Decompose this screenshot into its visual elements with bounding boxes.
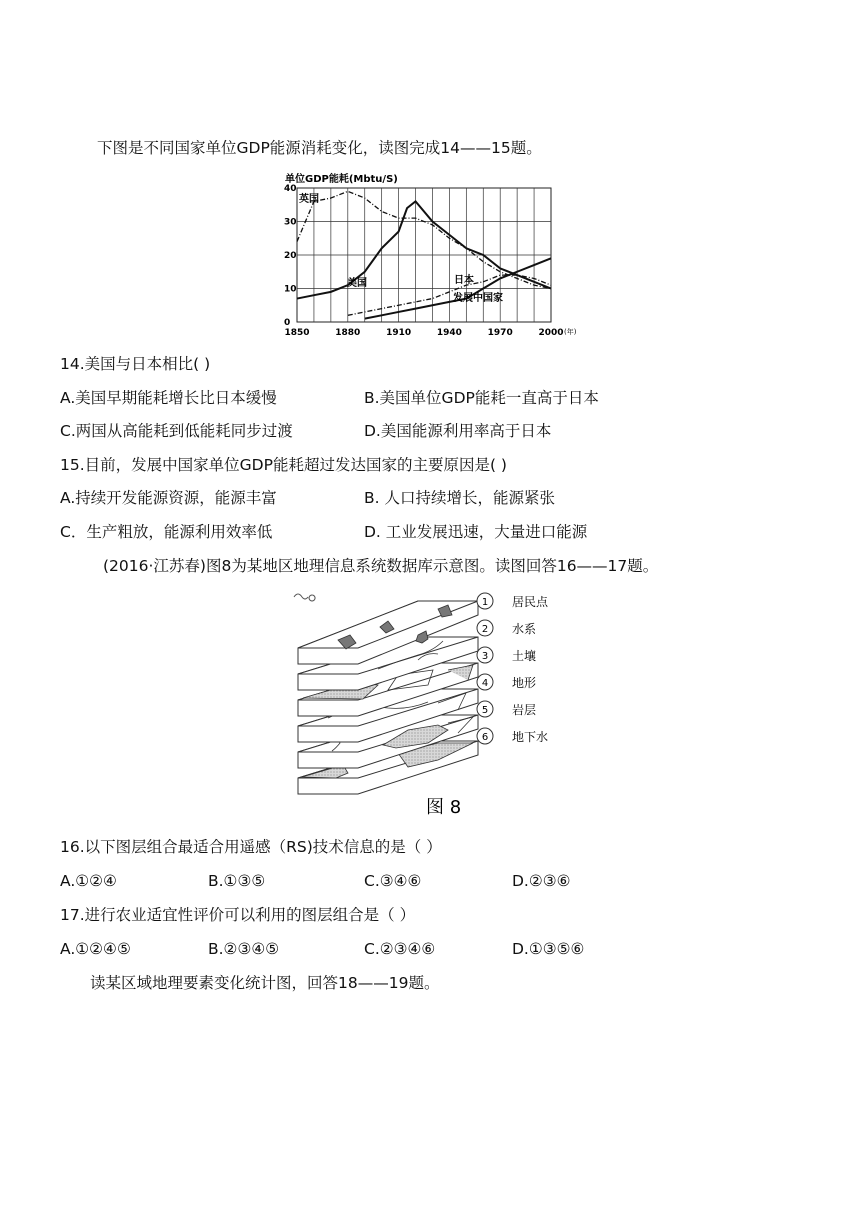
energy-consumption-chart	[283, 168, 583, 342]
q14-option-c: C.两国从高能耗到低能耗同步过渡	[60, 422, 293, 440]
x-tick-label: 1970	[487, 328, 513, 338]
label-developing: 发展中国家	[453, 293, 503, 304]
layer-name-6: 地下水	[512, 730, 549, 744]
x-unit: (年)	[564, 328, 577, 336]
y-tick-label: 20	[284, 251, 297, 261]
layer-name-3: 土壤	[512, 649, 537, 663]
x-tick-labels	[284, 328, 563, 338]
q17-option-a: A.①②④⑤	[60, 940, 131, 958]
intro-q18-19: 读某区域地理要素变化统计图，回答18——19题。	[90, 974, 440, 992]
y-tick-label: 0	[284, 318, 291, 328]
q16-option-c: C.③④⑥	[364, 872, 422, 890]
layer-name-1: 居民点	[512, 595, 549, 609]
layer-number: 6	[481, 732, 489, 743]
y-tick-label: 40	[284, 184, 297, 194]
q14-option-b: B.美国单位GDP能耗一直高于日本	[364, 389, 599, 407]
x-tick-label: 1880	[335, 328, 361, 338]
q17-option-b: B.②③④⑤	[208, 940, 280, 958]
label-japan: 日本	[454, 275, 474, 286]
label-uk: 英国	[299, 194, 319, 205]
layer-number: 1	[481, 597, 489, 608]
chart-title: 单位GDP能耗(Mbtu/S)	[285, 174, 398, 185]
q16-option-b: B.①③⑤	[208, 872, 266, 890]
q16-stem: 16.以下图层组合最适合用遥感（RS)技术信息的是（ ）	[60, 838, 442, 856]
q14-stem: 14.美国与日本相比( )	[60, 355, 211, 373]
y-tick-label: 10	[284, 284, 297, 295]
q16-option-d: D.②③⑥	[512, 872, 571, 890]
layer-name-2: 水系	[512, 622, 537, 636]
q15-option-d: D. 工业发展迅速，大量进口能源	[364, 523, 588, 541]
layer-name-5: 岩层	[512, 703, 537, 717]
layer-number: 2	[481, 624, 489, 635]
north-arrow-icon	[294, 594, 315, 601]
x-tick-label: 1850	[284, 328, 310, 338]
q14-option-a: A.美国早期能耗增长比日本缓慢	[60, 389, 277, 407]
x-tick-label: 1940	[436, 328, 462, 338]
q17-stem: 17.进行农业适宜性评价可以利用的图层组合是（ ）	[60, 906, 416, 924]
q15-option-c: C．生产粗放，能源利用效率低	[60, 523, 273, 541]
q17-option-d: D.①③⑤⑥	[512, 940, 585, 958]
label-usa: 美国	[347, 278, 367, 289]
intro-q14-15: 下图是不同国家单位GDP能源消耗变化，读图完成14——15题。	[97, 139, 542, 157]
chart-grid	[297, 188, 551, 322]
layer-labels	[477, 593, 549, 744]
q16-option-a: A.①②④	[60, 872, 117, 890]
q15-option-a: A.持续开发能源资源，能源丰富	[60, 489, 277, 507]
y-tick-labels	[284, 184, 297, 328]
layer-name-4: 地形	[512, 676, 537, 690]
layer-number: 4	[481, 678, 489, 689]
figure-caption: 图 8	[426, 797, 462, 818]
q17-option-c: C.②③④⑥	[364, 940, 436, 958]
x-tick-label: 2000	[538, 328, 564, 338]
q14-option-d: D.美国能源利用率高于日本	[364, 422, 552, 440]
intro-q16-17: (2016·江苏春)图8为某地区地理信息系统数据库示意图。读图回答16——17题。	[103, 557, 659, 575]
series-line-2	[297, 201, 551, 298]
x-tick-label: 1910	[386, 328, 412, 338]
q15-option-b: B. 人口持续增长，能源紧张	[364, 489, 555, 507]
layer-number: 5	[481, 705, 489, 716]
layer-number: 3	[481, 651, 489, 662]
q15-stem: 15.目前，发展中国家单位GDP能耗超过发达国家的主要原因是( )	[60, 456, 507, 474]
y-tick-label: 30	[284, 217, 297, 228]
gis-layer-diagram	[288, 585, 588, 820]
